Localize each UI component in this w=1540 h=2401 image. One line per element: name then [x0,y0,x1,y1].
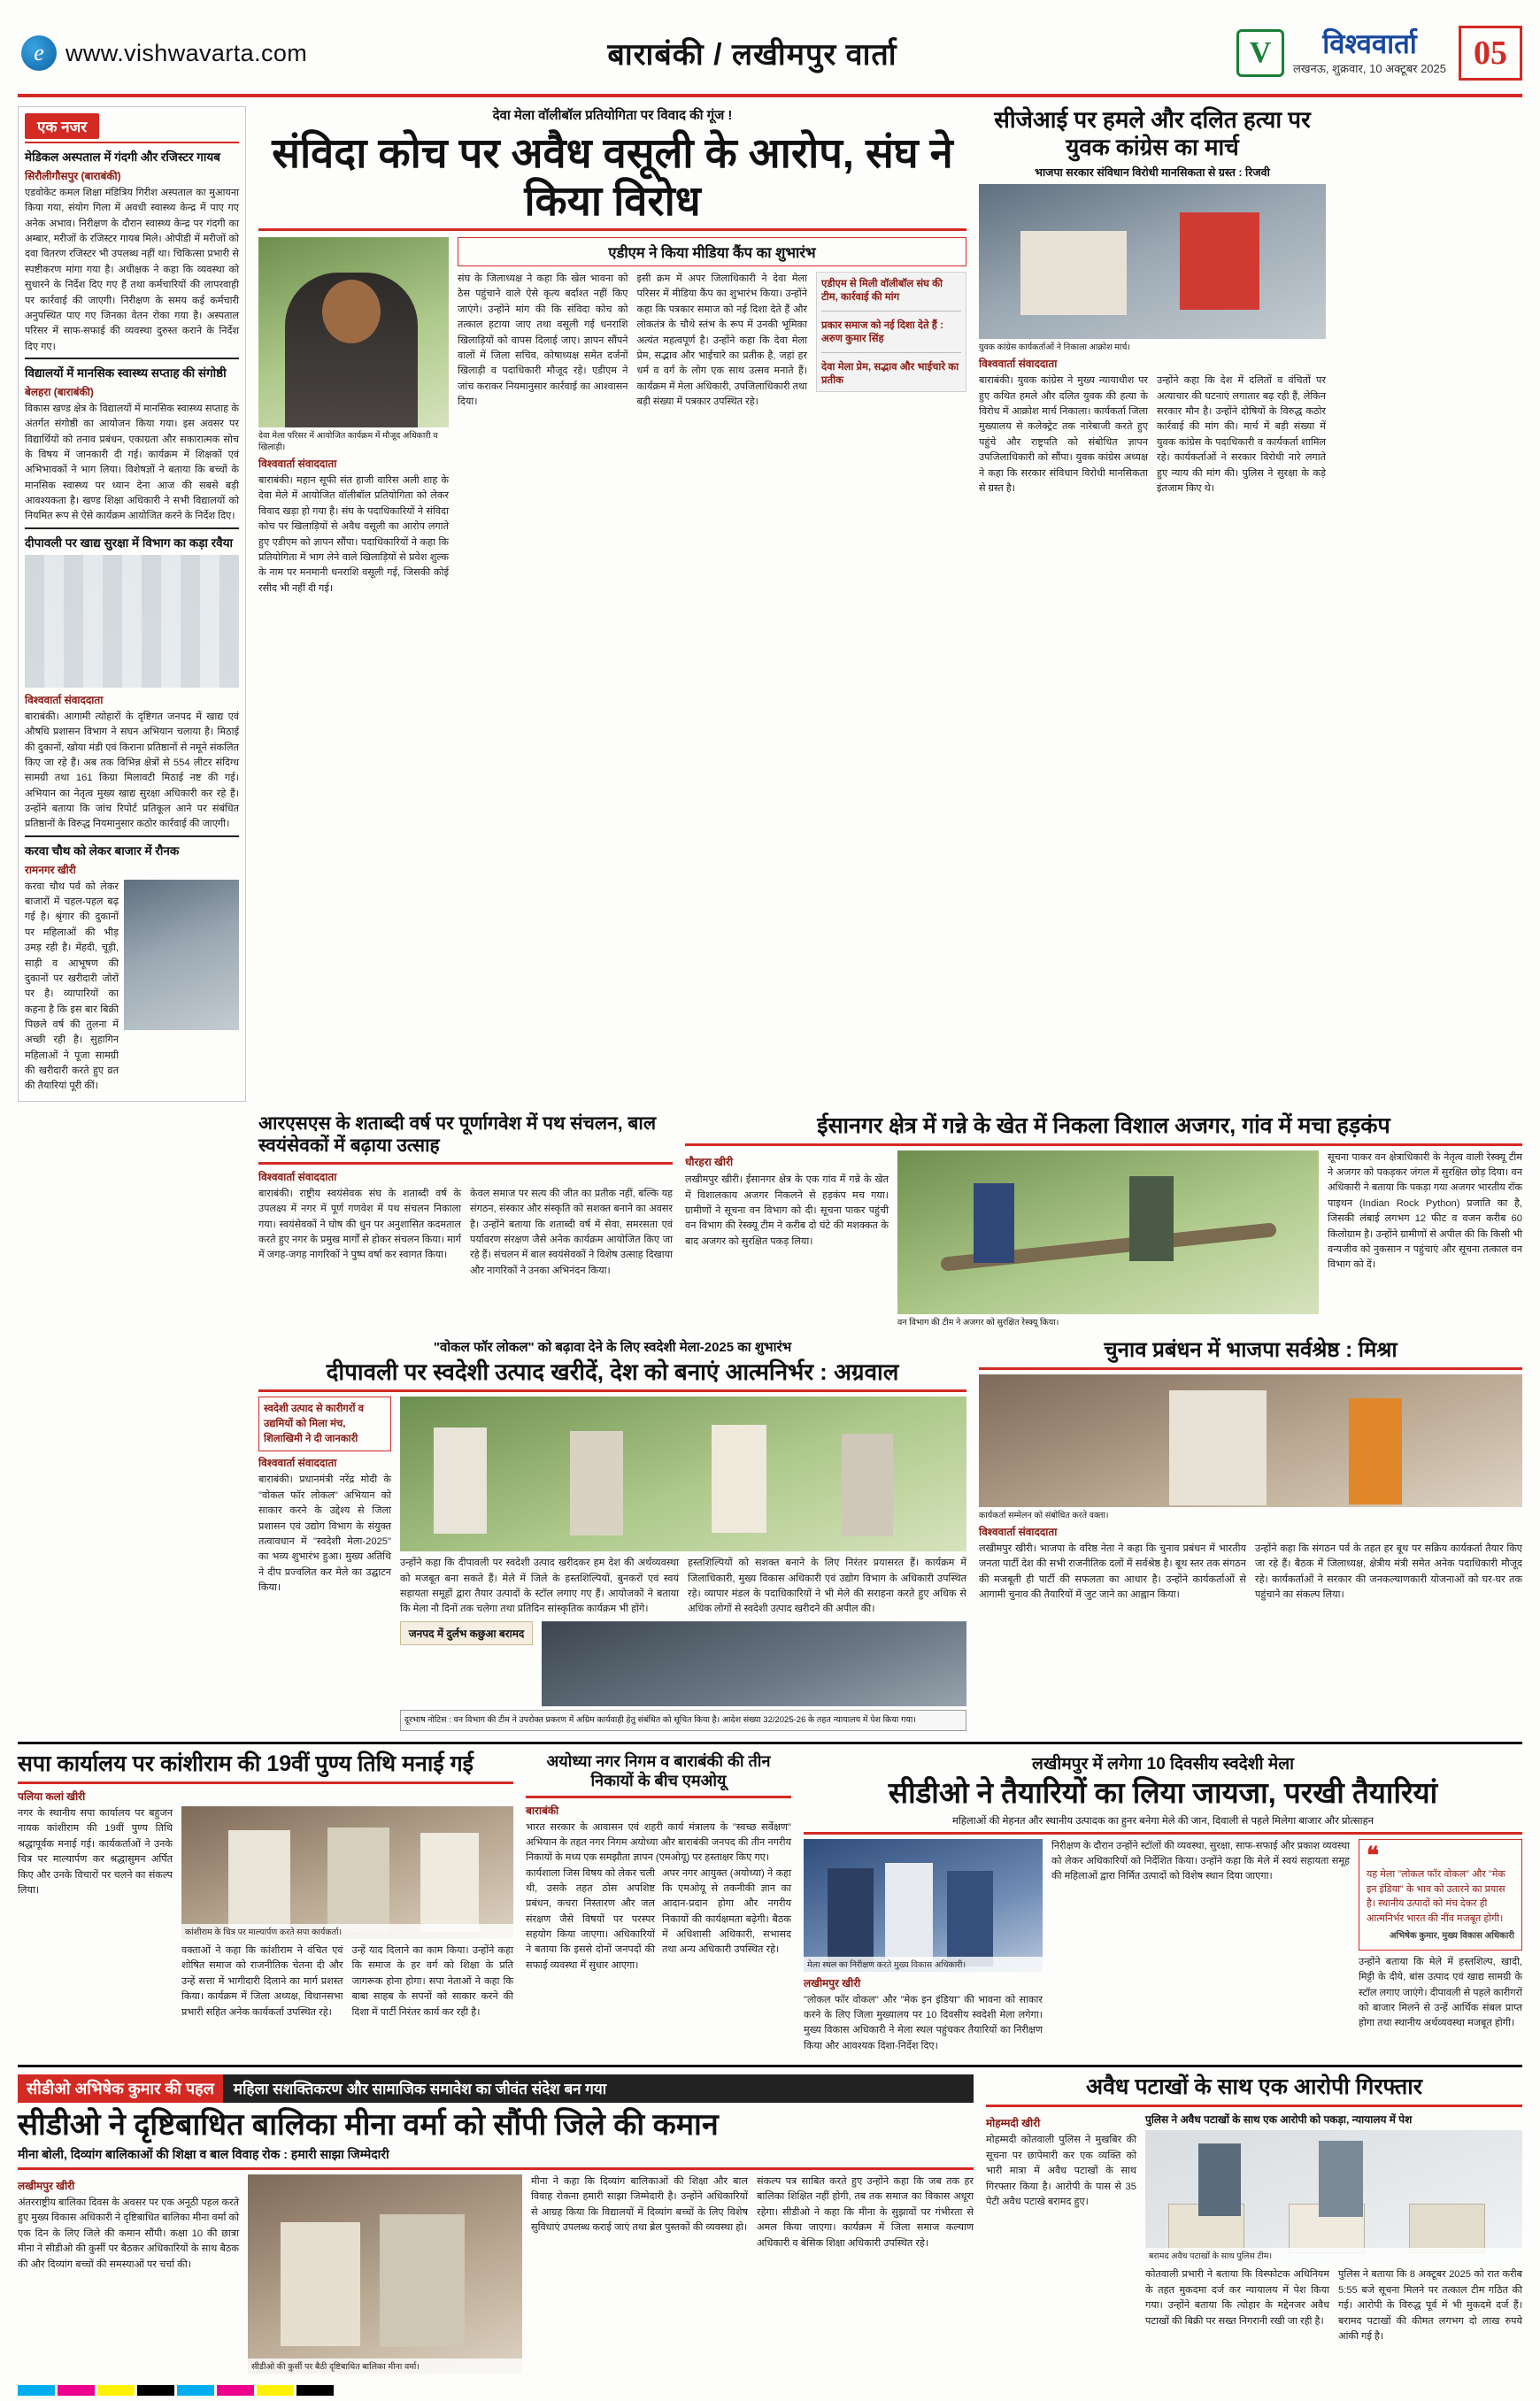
lead-col1: बाराबंकी। महान सूफी संत हाजी वारिस अली शाह के देवा मेले में आयोजित वॉलीबॉल प्रतियोगिता को लेकर विवाद खड़ा हो गया है। संघ के पदाधिकारियों ने संविदा कोच पर खिलाड़ियों से अवैध वसूली का आरोप लगाते हुए एडीएम को ज्ञापन सौंपा। पदाधिकारियों ने कहा कि प्रतियोगिता में भाग लेने वाले खिलाड़ियों से प्रवेश शुल्क के नाम पर मनमानी धनराशि वसूली गई, जिसकी कोई रसीद भी नहीं दी गई। [258,475,449,594]
page-number: 05 [1459,26,1522,81]
masthead-section [398,12,1106,94]
swadeshi-headline: दीपावली पर स्वदेशी उत्पाद खरीदें, देश को बनाएं आत्मनिर्भर : अग्रवाल [326,1358,899,1385]
patakha-subhead: पुलिस ने अवैध पटाखों के साथ एक आरोपी को पकड़ा, न्यायालय में पेश [1145,2113,1413,2127]
nazar-byline: सिरौलीगौसपुर (बाराबंकी) [25,170,121,182]
rss-col2: केवल समाज पर सत्य की जीत का प्रतीक नहीं, बल्कि यह संगठन, संस्कार और संस्कृति को सशक्त बनाने का अवसर है। उन्होंने बताया कि शताब्दी वर्ष में सेवा, समरसता एवं पर्यावरण संरक्षण जैसे अनेक कार्यक्रम आयोजित किए जा रहे हैं। संचलन में बाल स्वयंसेवकों ने विशेष उत्साह दिखाया और नागरिकों ने उनका अभिनंदन किया। [470,1188,673,1276]
story-rss [258,1112,673,1327]
python-col2: सूचना पाकर वन क्षेत्राधिकारी के नेतृत्व वाली रेस्क्यू टीम ने अजगर को पकड़कर जंगल में सुरक्षित छोड़ दिया। वन अधिकारी ने बताया कि पकड़ा गया अजगर भारतीय रॉक पाइथन (Indian Rock Python) प्रजाति का है, जिसकी लंबाई लगभग 12 फीट व वजन करीब 60 किलोग्राम है। उन्होंने ग्रामीणों से अपील की कि किसी भी वन्यजीव को नुकसान न पहुंचाएं और सूचना तत्काल वन विभाग को दें। [1328,1151,1522,1271]
nazar-item [25,149,239,355]
bjp-photo [979,1374,1522,1507]
cji-photo [979,184,1326,339]
band-three [18,1338,1522,1731]
band-four [18,1751,1522,2054]
notice-box: दूरभाष नोटिस : वन विभाग की टीम ने उपरोक्त प्रकरण में अग्रिम कार्यवाही हेतु संबंधित को सूचित किया है। आदेश संख्या 32/2025-26 के तहत न्यायालय में पेश किया गया। [400,1710,966,1731]
lead-photo [258,237,449,427]
nazar-byline: विश्ववार्ता संवाददाता [25,693,104,706]
meena-byline: लखीमपुर खीरी [18,2180,75,2193]
cji-photo-caption: युवक कांग्रेस कार्यकर्ताओं ने निकाला आक्रोश मार्च। [979,342,1130,353]
cmyk-registration-marks [18,2385,334,2396]
cdo-mela-byline: लखीमपुर खीरी [804,1976,861,1989]
lead-col2: संघ के जिलाध्यक्ष ने कहा कि खेल भावना को ठेस पहुंचाने वाले ऐसे कृत्य बर्दाश्त नहीं किए जाएंगे। उन्होंने मांग की कि संविदा कोच को तत्काल हटाया जाए तथा वसूली गई धनराशि खिलाड़ियों को वापस दिलाई जाए। ज्ञापन सौंपने वालों में जिला सचिव, कोषाध्यक्ष समेत दर्जनों खिलाड़ी व पदाधिकारी मौजूद रहे। एडीएम ने जांच कराकर नियमानुसार कार्रवाई का आश्वासन दिया। [458,273,628,407]
story-swadeshi [258,1338,966,1731]
swadeshi-col1: बाराबंकी। प्रधानमंत्री नरेंद्र मोदी के "वोकल फॉर लोकल" अभियान को साकार करने के उद्देश्य से जिला प्रशासन एवं उद्योग विभाग के संयुक्त तत्वावधान में "स्वदेशी मेला-2025" का भव्य शुभारंभ हुआ। मुख्य अतिथि ने दीप प्रज्वलित कर मेले का उद्घाटन किया। [258,1474,391,1593]
nazar-item [25,365,239,525]
meena-top-label: सीडीओ अभिषेक कुमार की पहल [18,2074,223,2103]
spacer-left [18,1112,246,1327]
lead-bullet: प्रकार समाज को नई दिशा देते हैं : अरुण कुमार सिंह [821,320,943,345]
kanshiram-photo [181,1806,513,1939]
brand-logo-icon: V [1236,29,1284,77]
swadeshi-col2: उन्होंने कहा कि दीपावली पर स्वदेशी उत्पाद खरीदकर हम देश की अर्थव्यवस्था को मजबूत बना सकते हैं। मेले में जिले के हस्तशिल्पियों, बुनकरों एवं स्वयं सहायता समूहों द्वारा तैयार उत्पादों के स्टॉल लगाए गए हैं। आयोजकों ने बताया कि मेला नौ दिनों तक चलेगा तथा प्रतिदिन सांस्कृतिक कार्यक्रम भी होंगे। [400,1558,679,1615]
python-headline: ईसानगर क्षेत्र में गन्ने के खेत में निकला विशाल अजगर, गांव में मचा हड़कंप [817,1112,1390,1138]
nazar-headline: दीपावली पर खाद्य सुरक्षा में विभाग का कड़ा रवैया [25,535,234,550]
meena-col3: संकल्प पत्र साबित करते हुए उन्होंने कहा कि जब तक हर बालिका शिक्षित नहीं होगी, तब तक समाज का विकास अधूरा रहेगा। सीडीओ ने कहा कि मीना के सुझावों पर गंभीरता से अमल किया जाएगा। कार्यक्रम में जिला समाज कल्याण अधिकारी व बेसिक शिक्षा अधिकारी उपस्थित रहे। [757,2176,974,2249]
masthead-website-block [18,12,398,94]
top-band [18,106,1522,1102]
turtle-box-label: जनपद में दुर्लभ कछुआ बरामद [400,1621,533,1645]
python-photo [897,1150,1319,1314]
lead-story [258,106,966,1102]
patakha-photo-caption: बरामद अवैध पटाखों के साथ पुलिस टीम। [1145,2248,1522,2263]
swadeshi-kicker: "वोकल फॉर लोकल" को बढ़ावा देने के लिए स्वदेशी मेला-2025 का शुभारंभ [433,1339,792,1355]
nazar-headline: मेडिकल अस्पताल में गंदगी और रजिस्टर गायब [25,150,220,164]
rss-col1: बाराबंकी। राष्ट्रीय स्वयंसेवक संघ के शताब्दी वर्ष के उपलक्ष्य में नगर में पूर्ण गणवेश में पथ संचलन निकाला गया। स्वयंसेवकों ने घोष की धुन पर अनुशासित कदमताल करते हुए नगर के प्रमुख मार्गों से होकर संचलन किया। मार्ग में जगह-जगह नागरिकों ने पुष्प वर्षा कर स्वागत किया। [258,1188,461,1261]
divider [258,228,966,231]
cdo-mela-quote-box [1359,1839,1522,1951]
divider [25,835,239,837]
patakha-col1: मोहम्मदी कोतवाली पुलिस ने मुखबिर की सूचना पर छापेमारी कर एक व्यक्ति को भारी मात्रा में अवैध पटाखों के साथ गिरफ्तार किया है। आरोपी के पास से 35 पेटी अवैध पटाखे बरामद हुए। [986,2135,1136,2207]
lead-subhead-box: एडीएम ने किया मीडिया कैंप का शुभारंभ [458,237,966,266]
meena-photo-caption: सीडीओ की कुर्सी पर बैठी दृष्टिबाधित बालिका मीना वर्मा। [248,2359,522,2374]
ek-nazar-column [18,106,246,1102]
cdo-mela-photo-caption: मेला स्थल का निरीक्षण करते मुख्य विकास अधिकारी। [804,1957,1043,1972]
story-meena [18,2074,974,2374]
meena-col2: मीना ने कहा कि दिव्यांग बालिकाओं की शिक्षा और बाल विवाह रोकना हमारी साझा जिम्मेदारी है। उन्होंने अधिकारियों से आग्रह किया कि विद्यालयों में दिव्यांग बच्चों के लिए विशेष सुविधाएं उपलब्ध कराई जाएं तथा ब्रेल पुस्तकों की व्यवस्था हो। [531,2176,748,2234]
ayodhya-col2: कार्यशाला जिस विषय को लेकर चली थी, उसके तहत ठोस अपशिष्ट प्रबंधन, कचरा निस्तारण और जल संरक्षण जैसे विषयों पर परस्पर सहयोग किया जाएगा। अधिकारियों ने बताया कि इससे दोनों जनपदों की सफाई व्यवस्था में सुधार आएगा। [526,1867,655,1971]
patakha-headline: अवैध पटाखों के साथ एक आरोपी गिरफ्तार [1086,2074,1422,2099]
story-patakha [986,2074,1522,2374]
bjp-photo-caption: कार्यकर्ता सम्मेलन को संबोधित करते वक्ता। [979,1511,1109,1521]
lead-photo-caption: देवा मेला परिसर में आयोजित कार्यक्रम में मौजूद अधिकारी व खिलाड़ी। [258,431,438,453]
ek-nazar-label: एक नजर [25,113,99,139]
nazar-photo [124,880,239,1030]
story-kanshiram [18,1751,513,2054]
bjp-byline: विश्ववार्ता संवाददाता [979,1526,1058,1539]
patakha-col2: कोतवाली प्रभारी ने बताया कि विस्फोटक अधिनियम के तहत मुकदमा दर्ज कर न्यायालय में पेश किया गया। उन्होंने बताया कि त्योहार के मद्देनजर अवैध पटाखों की बिक्री पर सख्त निगरानी रखी जा रही है। [1145,2269,1329,2327]
brand-edition-date: लखनऊ, शुक्रवार, 10 अक्टूबर 2025 [1293,62,1446,76]
meena-photo [248,2174,522,2374]
cdo-mela-photo [804,1839,1043,1972]
swadeshi-sidebar: स्वदेशी उत्पाद से कारीगरों व उद्यमियों को मिला मंच, शिलाखिमी ने दी जानकारी [258,1397,391,1451]
divider [25,142,239,143]
nazar-body: विकास खण्ड क्षेत्र के विद्यालयों में मानसिक स्वास्थ्य सप्ताह के अंतर्गत संगोष्ठी का आयोजन किया गया। इस अवसर पर विद्यार्थियों को तनाव प्रबंधन, एकाग्रता और सकारात्मक सोच के विषय में जानकारी दी गई। कार्यक्रम में शिक्षकों एवं अभिभावकों ने भाग लिया। विशेषज्ञों ने बताया कि बच्चों के मानसिक स्वास्थ्य पर ध्यान देना आज की सबसे बड़ी आवश्यकता है। खण्ड शिक्षा अधिकारी ने सभी विद्यालयों को नियमित रूप से ऐसे कार्यक्रम आयोजित करने के निर्देश दिए। [25,403,239,522]
band-two [18,1112,1522,1327]
nazar-byline: रामनगर खीरी [25,863,76,876]
nazar-byline: बेलहरा (बाराबंकी) [25,385,94,398]
meena-subhead: मीना बोली, दिव्यांग बालिकाओं की शिक्षा व बाल विवाह रोक : हमारी साझा जिम्मेदारी [18,2147,389,2162]
cdo-mela-subhead: महिलाओं की मेहनत और स्थानीय उत्पादक का हुनर बनेगा मेले की जान, दिवाली से पहले मिलेगा बाजार और प्रोत्साहन [951,1815,1374,1827]
lead-byline: विश्ववार्ता संवाददाता [258,458,337,471]
python-col1: लखीमपुर खीरी। ईसानगर क्षेत्र के एक गांव में गन्ने के खेत में विशालकाय अजगर निकलने से हड़कंप मच गया। ग्रामीणों ने सूचना वन विभाग को दी। सूचना पाकर पहुंची वन विभाग की रेस्क्यू टीम ने करीब दो घंटे की मशक्कत के बाद अजगर को सुरक्षित पकड़ लिया। [685,1174,889,1247]
nazar-item [25,843,239,1095]
police-photo [542,1621,966,1706]
bjp-col1: लखीमपुर खीरी। भाजपा के वरिष्ठ नेता ने कहा कि चुनाव प्रबंधन में भारतीय जनता पार्टी देश की सभी राजनीतिक दलों में सर्वश्रेष्ठ है। बूथ स्तर तक संगठन की मजबूती ही पार्टी की सफलता का आधार है। उन्होंने कार्यकर्ताओं से आगामी चुनाव की तैयारियों में जुट जाने का आह्वान किया। [979,1543,1246,1601]
cji-headline: सीजेआई पर हमले और दलित हत्या पर युवक कांग्रेस का मार्च [994,106,1311,161]
lead-photo-block [258,237,449,596]
ayodhya-col1: भारत सरकार के आवासन एवं शहरी कार्य मंत्रालय के "स्वच्छ सर्वेक्षण" अभियान के तहत नगर निगम अयोध्या और बाराबंकी जनपद की तीन नगरीय निकायों के मध्य एक समझौता ज्ञापन (एमओयू) पर हस्ताक्षर किए गए। [526,1821,791,1864]
python-photo-caption: वन विभाग की टीम ने अजगर को सुरक्षित रेस्क्यू किया। [897,1317,1059,1327]
website-url[interactable]: www.vishwavarta.com [65,39,308,66]
bjp-headline: चुनाव प्रबंधन में भाजपा सर्वश्रेष्ठ : मिश्रा [1104,1337,1398,1362]
rss-headline: आरएसएस के शताब्दी वर्ष पर पूर्णागवेश में पथ संचलन, बाल स्वयंसेवकों में बढ़ाया उत्साह [258,1112,657,1157]
lead-kicker: देवा मेला वॉलीबॉल प्रतियोगिता पर विवाद की गूंज ! [492,108,733,123]
story-python [685,1112,1522,1327]
bjp-col2: उन्होंने कहा कि संगठन पर्व के तहत हर बूथ पर सक्रिय कार्यकर्ता तैयार किए जा रहे हैं। बैठक में जिलाध्यक्ष, क्षेत्रीय मंत्री समेत अनेक पदाधिकारी मौजूद रहे। कार्यकर्ताओं ने सरकार की जनकल्याणकारी योजनाओं को घर-घर तक पहुंचाने का संकल्प लिया। [1255,1543,1522,1601]
cji-col2: उन्होंने कहा कि देश में दलितों व वंचितों पर अत्याचार की घटनाएं लगातार बढ़ रही हैं, लेकिन सरकार मौन है। उन्होंने दोषियों के विरुद्ध कठोर कार्रवाई की मांग की। मार्च में बड़ी संख्या में युवक कांग्रेस के पदाधिकारी व कार्यकर्ता शामिल रहे। कार्यकर्ताओं ने सरकार विरोधी नारे लगाते हुए न्याय की मांग की। पुलिस ने सुरक्षा के कड़े इंतजाम किए थे। [1157,375,1326,494]
swadeshi-photo [400,1397,966,1551]
cdo-mela-kicker: लखीमपुर में लगेगा 10 दिवसीय स्वदेशी मेला [1031,1754,1295,1774]
meena-col1: अंतरराष्ट्रीय बालिका दिवस के अवसर पर एक अनूठी पहल करते हुए मुख्य विकास अधिकारी ने दृष्टिबाधित बालिका मीना वर्मा को एक दिन के लिए जिले की कमान सौंपी। कक्षा 10 की छात्रा मीना ने सीडीओ की कुर्सी पर बैठकर अधिकारियों के साथ बैठक की और दिव्यांग बच्चों की समस्याओं पर चर्चा की। [18,2197,239,2270]
rss-byline: विश्ववार्ता संवाददाता [258,1170,337,1183]
divider [25,527,239,529]
python-byline: धौरहरा खीरी [685,1155,734,1168]
cdo-mela-headline: सीडीओ ने तैयारियों का लिया जायजा, परखी तैयारियां [888,1775,1438,1809]
ayodhya-byline: बाराबंकी [526,1804,559,1817]
kanshiram-byline: पलिया कलां खीरी [18,1790,86,1804]
nazar-headline: करवा चौथ को लेकर बाजार में रौनक [25,843,180,858]
lead-headline: संविदा कोच पर अवैध वसूली के आरोप, संघ ने किया विरोध [272,129,953,225]
lead-bullet: एडीएम से मिली वॉलीबॉल संघ की टीम, कार्रवाई की मांग [821,279,943,304]
kanshiram-col3: उन्हें याद दिलाने का काम किया। उन्होंने कहा कि समाज के हर वर्ग को शिक्षा के प्रति जागरूक होना होगा। सपा नेताओं ने कहा कि बाबा साहब के सपनों को साकार करने की दिशा में पार्टी निरंतर कार्य कर रही है। [351,1945,513,2018]
cdo-mela-col3: उन्होंने बताया कि मेले में हस्तशिल्प, खादी, मिट्टी के दीये, बांस उत्पाद एवं खाद्य सामग्री के स्टॉल लगाए जाएंगे। दीपावली से पहले कारीगरों को बाजार मिलने से उन्हें आर्थिक संबल प्राप्त होगा तथा स्थानीय अर्थव्यवस्था मजबूत होगी। [1359,1957,1522,2029]
ayodhya-col3: अपर नगर आयुक्त (अयोध्या) ने कहा कि एमओयू से तकनीकी ज्ञान का आदान-प्रदान होगा और नगरीय निकायों की कार्यक्षमता बढ़ेगी। बैठक में अधिशासी अधिकारी, सभासद तथा अन्य अधिकारी उपस्थित रहे। [662,1867,791,1956]
patakha-photo [1145,2130,1522,2263]
nazar-body: करवा चौथ पर्व को लेकर बाजारों में चहल-पहल बढ़ गई है। श्रृंगार की दुकानों पर महिलाओं की भीड़ उमड़ रही है। मेंहदी, चूड़ी, साड़ी व आभूषण की दुकानों पर खरीदारी जोरों पर है। व्यापारियों का कहना है कि इस बार बिक्री पिछले वर्ष की तुलना में अच्छी रही है। सुहागिन महिलाओं ने पूजा सामग्री की खरीदारी करते हुए व्रत की तैयारियां पूरी कीं। [25,881,119,1092]
story-ayodhya [526,1751,791,2054]
cdo-mela-quote: यह मेला "लोकल फॉर वोकल" और "मेक इन इंडिया" के भाव को उतारने का प्रयास है। स्थानीय उत्पादों को मंच देकर ही आत्मनिर्भर भारत की नींव मजबूत होगी। [1367,1869,1505,1924]
story-bjp [979,1338,1522,1731]
cji-subhead: भाजपा सरकार संविधान विरोधी मानसिकता से ग्रस्त : रिजवी [1035,166,1270,180]
cji-byline: विश्ववार्ता संवाददाता [979,358,1058,371]
section-title: बाराबंकी / लखीमपुर वार्ता [607,38,897,72]
story-cji [979,106,1326,1102]
globe-icon [21,35,57,71]
meena-top-banner: महिला सशक्तिकरण और सामाजिक समावेश का जीवंत संदेश बन गया [223,2074,974,2103]
kanshiram-headline: सपा कार्यालय पर कांशीराम की 19वीं पुण्य तिथि मनाई गई [18,1751,474,1776]
spacer-left-2 [18,1338,246,1731]
swadeshi-col3: हस्तशिल्पियों को सशक्त बनाने के लिए निरंतर प्रयासरत हैं। कार्यक्रम में जिलाधिकारी, मुख्य विकास अधिकारी एवं उद्योग विभाग के अधिकारी उपस्थित रहे। व्यापार मंडल के पदाधिकारियों ने भी मेले की सराहना करते हुए अधिक से अधिक लोगों से स्वदेशी उत्पाद खरीदने की अपील की। [688,1558,966,1615]
swadeshi-byline: विश्ववार्ता संवाददाता [258,1457,337,1470]
nazar-photo [25,555,239,688]
brand-name: विश्ववार्ता [1322,27,1417,59]
nazar-item [25,535,239,833]
ayodhya-headline: अयोध्या नगर निगम व बाराबंकी की तीन निकायों के बीच एमओयू [546,1751,771,1790]
nazar-body: बाराबंकी। आगामी त्योहारों के दृष्टिगत जनपद में खाद्य एवं औषधि प्रशासन विभाग ने सघन अभियान चलाया है। मिठाई की दुकानों, खोया मंडी एवं किराना प्रतिष्ठानों से नमूने संकलित किए जा रहे हैं। अब तक विभिन्न क्षेत्रों से 554 लीटर संदिग्ध सामग्री तथा 161 किग्रा मिलावटी मिठाई नष्ट की गई। अभियान का नेतृत्व मुख्य खाद्य सुरक्षा अधिकारी कर रहे हैं। उन्होंने बताया कि जांच रिपोर्ट प्रतिकूल आने पर संबंधित प्रतिष्ठानों के विरुद्ध नियमानुसार कठोर कार्रवाई की जाएगी। [25,711,239,830]
masthead [18,12,1522,97]
quote-icon: ❝ [1367,1841,1379,1868]
divider [25,358,239,359]
kanshiram-photo-caption: कांशीराम के चित्र पर माल्यार्पण करते सपा कार्यकर्ता। [181,1924,513,1939]
lead-bullet: देवा मेला प्रेम, सद्भाव और भाईचारे का प्रतीक [821,362,959,387]
cdo-mela-col1: "लोकल फॉर वोकल" और "मेक इन इंडिया" की भावना को साकार करने के लिए जिला मुख्यालय पर 10 दिवसीय स्वदेशी मेला लगेगा। मुख्य विकास अधिकारी ने मेला स्थल पहुंचकर तैयारियों का निरीक्षण किया और आवश्यक दिशा-निर्देश दिए। [804,1994,1043,2051]
masthead-brand [1106,12,1522,94]
kanshiram-col2: वक्ताओं ने कहा कि कांशीराम ने वंचित एवं शोषित समाज को राजनीतिक चेतना दी और उन्हें सत्ता में भागीदारी दिलाने का मार्ग प्रशस्त किया। कार्यक्रम में जिला अध्यक्ष, विधानसभा प्रभारी सहित अनेक कार्यकर्ता उपस्थित रहे। [181,1945,343,2018]
meena-headline: सीडीओ ने दृष्टिबाधित बालिका मीना वर्मा को सौंपी जिले की कमान [18,2107,719,2142]
nazar-body: एडवोकेट कमल शिक्षा मंडित्रिय गिरीश अस्पताल का मुआयना किया गया, संयोग गिला में अवधी स्वास्थ्य केन्द्र में पाए गए अनेक अभाव। निरीक्षण के दौरान स्वास्थ्य केन्द्र पर गंदगी का अम्बार, मरीजों के रजिस्टर गायब मिले। ओपीडी में मरीजों को दवा वितरण रजिस्टर भी उपलब्ध नहीं था। चिकित्सा प्रभारी से स्पष्टीकरण मांगा गया है। अधीक्षक ने कहा कि व्यवस्था को सुधारने के निर्देश दिए गए हैं तथा कर्मचारियों की लापरवाही पर कार्रवाई की जाएगी। निरीक्षण के समय कई कर्मचारी अनुपस्थित पाए गए जिनका वेतन रोका गया है। अस्पताल परिसर में साफ-सफाई की व्यवस्था दुरुस्त कराने के निर्देश दिए गए। [25,188,239,352]
patakha-byline: मोहम्मदी खीरी [986,2117,1041,2130]
band-five [18,2074,1522,2374]
nazar-headline: विद्यालयों में मानसिक स्वास्थ्य सप्ताह की संगोष्ठी [25,366,227,380]
story-cdo-mela [804,1751,1522,2054]
cdo-mela-col2: निरीक्षण के दौरान उन्होंने स्टॉलों की व्यवस्था, सुरक्षा, साफ-सफाई और प्रकाश व्यवस्था को लेकर अधिकारियों को निर्देशित किया। उन्होंने कहा कि मेले में स्वयं सहायता समूह की महिलाओं द्वारा निर्मित उत्पादों को विशेष स्थान दिया जाएगा। [1051,1840,1350,1882]
cdo-mela-quote-author: अभिषेक कुमार, मुख्य विकास अधिकारी [1389,1931,1514,1942]
cji-col1: बाराबंकी। युवक कांग्रेस ने मुख्य न्यायाधीश पर हुए कथित हमले और दलित युवक की हत्या के विरोध में आक्रोश मार्च निकाला। कार्यकर्ता जिला मुख्यालय से कलेक्ट्रेट तक नारेबाजी करते हुए पहुंचे और राष्ट्रपति को संबोधित ज्ञापन उपजिलाधिकारी को सौंपा। युवक कांग्रेस अध्यक्ष ने कहा कि सरकार संविधान विरोधी मानसिकता से ग्रस्त है। [979,375,1148,494]
kanshiram-col1: नगर के स्थानीय सपा कार्यालय पर बहुजन नायक कांशीराम की 19वीं पुण्य तिथि श्रद्धापूर्वक मनाई गई। कार्यकर्ताओं ने उनके चित्र पर माल्यार्पण कर श्रद्धासुमन अर्पित किए और उनके विचारों पर चलने का संकल्प लिया। [18,1808,173,1896]
patakha-col3: पुलिस ने बताया कि 8 अक्टूबर 2025 को रात करीब 5:55 बजे सूचना मिलने पर तत्काल टीम गठित की गई। आरोपी के विरुद्ध पूर्व में भी मुकदमे दर्ज हैं। बरामद पटाखों की कीमत लगभग दो लाख रुपये आंकी गई है। [1338,2269,1522,2342]
lead-col3: इसी क्रम में अपर जिलाधिकारी ने देवा मेला परिसर में मीडिया कैंप का शुभारंभ किया। उन्होंने कहा कि पत्रकार समाज को नई दिशा देते हैं और लोकतंत्र के चौथे स्तंभ के रूप में उनकी भूमिका अत्यंत महत्वपूर्ण है। उन्होंने कहा कि देवा मेला प्रेम, सद्भाव और भाईचारे का प्रतीक है, जहां हर धर्म व वर्ग के लोग एक साथ उत्सव मनाते हैं। कार्यक्रम में मेला अधिकारी, उपजिलाधिकारी तथा बड़ी संख्या में पत्रकार उपस्थित रहे। [636,273,807,407]
